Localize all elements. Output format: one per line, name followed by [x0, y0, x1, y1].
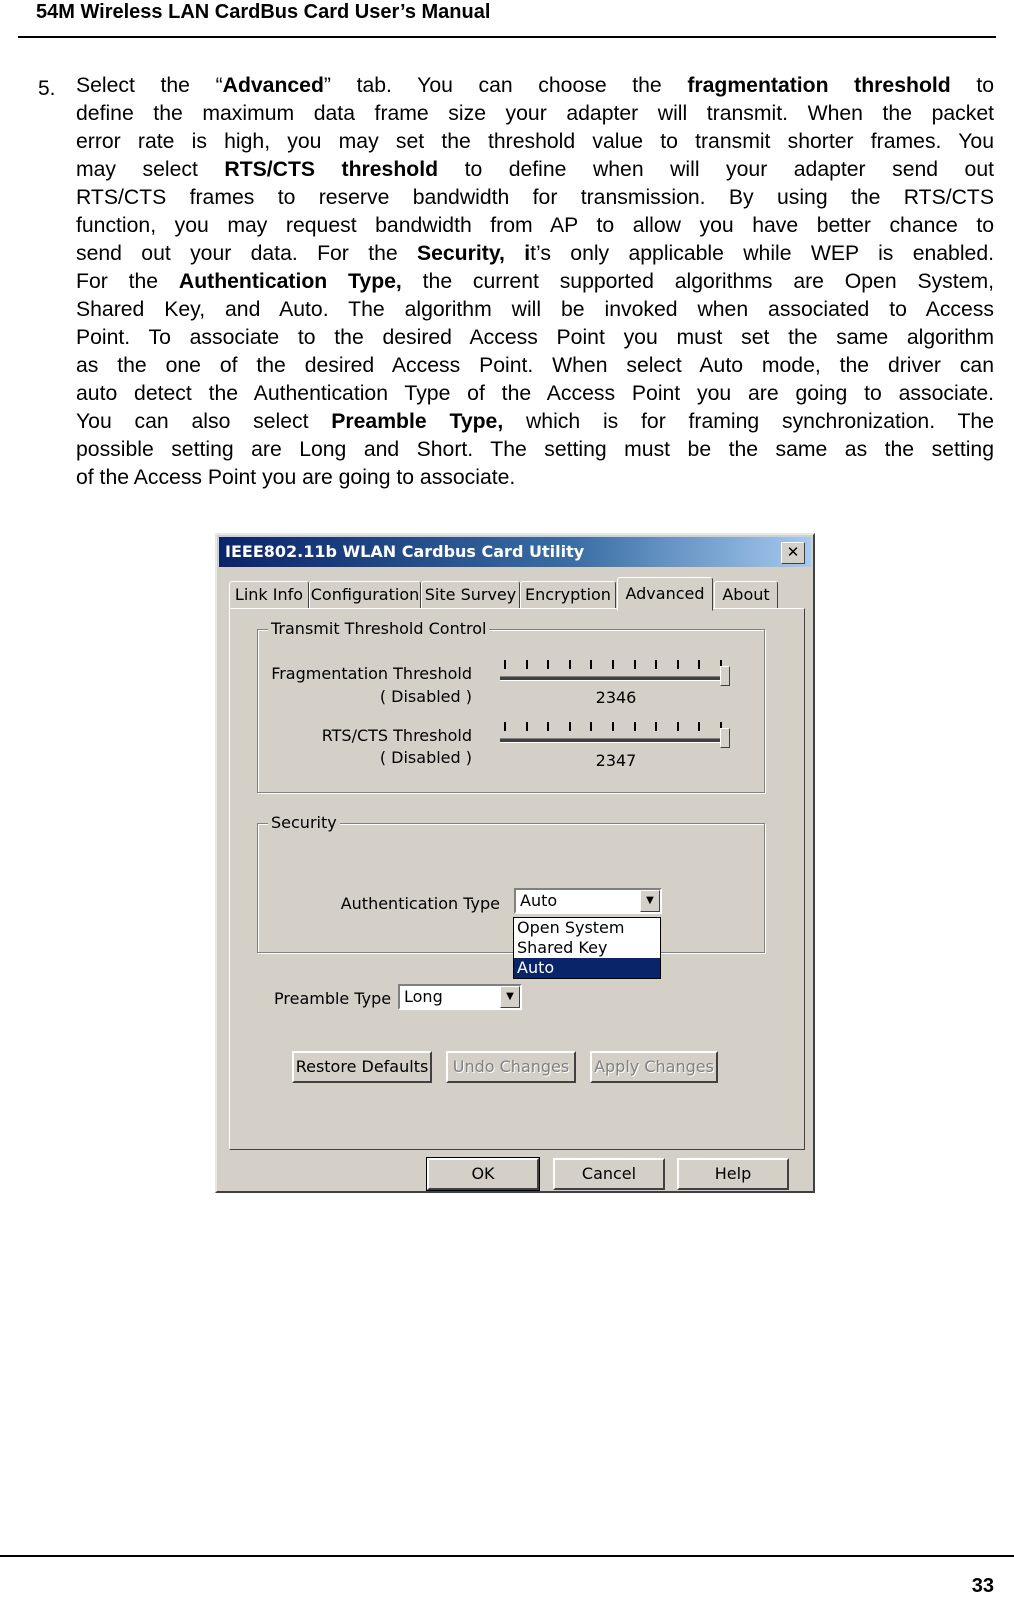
help-button[interactable]: Help: [677, 1158, 789, 1190]
text-run: which is for framing synchronization. The: [503, 410, 994, 433]
text-run: define the maximum data frame size your adapter will transmit. When the packet: [76, 102, 994, 125]
transmit-threshold-group: [257, 619, 765, 793]
restore-defaults-button[interactable]: Restore Defaults: [292, 1051, 432, 1083]
slider-tick: [677, 660, 679, 669]
frag-threshold-state: ( Disabled ): [379, 687, 472, 706]
slider-tick: [634, 722, 636, 731]
slider-tick: [547, 722, 549, 731]
slider-tick: [655, 722, 657, 731]
bold-term: Security, i: [416, 242, 531, 265]
page-number: 33: [971, 1575, 994, 1597]
paragraph-line: [76, 156, 994, 184]
chevron-down-icon[interactable]: ▼: [500, 986, 520, 1008]
paragraph-line: [76, 436, 994, 464]
close-icon[interactable]: ✕: [781, 542, 805, 564]
paragraph-line: [76, 240, 994, 268]
text-run: to: [950, 74, 995, 97]
utility-dialog: [215, 533, 815, 1193]
bold-term: fragmentation threshold: [687, 74, 951, 97]
auth-option-open-system[interactable]: Open System: [517, 918, 625, 937]
bold-term: RTS/CTS threshold: [224, 158, 439, 181]
paragraph-line: [76, 380, 994, 408]
slider-tick: [504, 660, 506, 669]
text-run: t’s only applicable while WEP is enabled.: [530, 242, 994, 265]
auth-option-shared-key[interactable]: Shared Key: [517, 938, 608, 957]
slider-tick: [526, 722, 528, 731]
preamble-type-value: Long: [404, 987, 443, 1006]
text-run: function, you may request bandwidth from AP to allow you have better chance to: [76, 214, 994, 237]
text-run: as the one of the desired Access Point. When select Auto mode, the driver can: [76, 354, 994, 377]
preamble-type-select[interactable]: [398, 984, 522, 1010]
auth-option-auto[interactable]: Auto: [514, 958, 660, 978]
tab-about[interactable]: About: [714, 581, 778, 609]
slider-tick: [526, 660, 528, 669]
slider-tick: [677, 722, 679, 731]
bold-term: Authentication Type,: [178, 270, 402, 293]
auth-type-label: Authentication Type: [340, 894, 500, 913]
text-run: possible setting are Long and Short. The setting must be the same as the setting: [76, 438, 994, 461]
paragraph-line: [76, 464, 994, 492]
tab-site-survey[interactable]: Site Survey: [421, 581, 520, 609]
slider-tick: [547, 660, 549, 669]
slider-tick: [698, 660, 700, 669]
text-run: may select: [76, 158, 225, 181]
chevron-down-icon[interactable]: ▼: [640, 890, 660, 912]
slider-tick: [504, 722, 506, 731]
security-legend: Security: [268, 813, 340, 832]
rts-threshold-label: RTS/CTS Threshold: [321, 726, 472, 745]
paragraph-line: [76, 184, 994, 212]
rts-threshold-state: ( Disabled ): [379, 748, 472, 767]
rts-threshold-slider[interactable]: [498, 722, 730, 748]
text-run: of the Access Point you are going to associate.: [76, 466, 516, 489]
paragraph-line: [76, 408, 994, 436]
page-header-title: 54M Wireless LAN CardBus Card User’s Manual: [36, 1, 491, 23]
text-run: You can also select: [76, 410, 332, 433]
text-run: send out your data. For the: [76, 242, 417, 265]
dialog-title: IEEE802.11b WLAN Cardbus Card Utility: [225, 542, 585, 561]
transmit-threshold-legend: Transmit Threshold Control: [268, 619, 489, 638]
bold-term: Preamble Type,: [331, 410, 504, 433]
paragraph-line: [76, 100, 994, 128]
slider-thumb[interactable]: [720, 728, 730, 748]
auth-type-dropdown-list: [513, 917, 661, 979]
text-run: ” tab. You can choose the: [323, 74, 688, 97]
slider-tick: [569, 722, 571, 731]
text-run: to define when will your adapter send out: [438, 158, 995, 181]
paragraph-line: [76, 72, 994, 100]
instruction-paragraph: [76, 72, 994, 492]
step-number: 5.: [38, 77, 56, 100]
tab-advanced[interactable]: Advanced: [617, 577, 713, 611]
cancel-button[interactable]: Cancel: [553, 1158, 665, 1190]
dialog-titlebar[interactable]: [219, 537, 811, 567]
footer-rule: [0, 1555, 1014, 1557]
preamble-type-label: Preamble Type: [274, 989, 392, 1008]
slider-tick: [634, 660, 636, 669]
apply-changes-button[interactable]: Apply Changes: [590, 1051, 718, 1083]
slider-tick: [698, 722, 700, 731]
frag-threshold-value: 2346: [595, 688, 637, 707]
slider-tick: [590, 722, 592, 731]
bold-term: Advanced: [222, 74, 324, 97]
paragraph-line: [76, 268, 994, 296]
paragraph-line: [76, 296, 994, 324]
text-run: error rate is high, you may set the threshold value to transmit shorter frames. You: [76, 130, 994, 153]
header-rule: [18, 36, 996, 38]
paragraph-line: [76, 352, 994, 380]
frag-threshold-slider[interactable]: [498, 660, 730, 686]
slider-thumb[interactable]: [720, 666, 730, 686]
text-run: the current supported algorithms are Open System,: [401, 270, 994, 293]
text-run: Point. To associate to the desired Access Point you must set the same algorithm: [76, 326, 994, 349]
undo-changes-button[interactable]: Undo Changes: [446, 1051, 576, 1083]
paragraph-line: [76, 212, 994, 240]
frag-threshold-label: Fragmentation Threshold: [271, 664, 472, 683]
slider-track: [500, 738, 726, 743]
auth-type-select[interactable]: [514, 888, 662, 914]
tab-link-info[interactable]: Link Info: [229, 581, 309, 609]
paragraph-line: [76, 128, 994, 156]
text-run: RTS/CTS frames to reserve bandwidth for transmission. By using the RTS/CTS: [76, 186, 994, 209]
slider-tick: [569, 660, 571, 669]
text-run: Shared Key, and Auto. The algorithm will be invoked when associated to Access: [76, 298, 994, 321]
slider-tick: [612, 660, 614, 669]
auth-type-value: Auto: [520, 891, 558, 910]
text-run: For the: [76, 270, 179, 293]
tab-encryption[interactable]: Encryption: [520, 581, 616, 609]
text-run: auto detect the Authentication Type of the Access Point you are going to associate.: [76, 382, 994, 405]
rts-threshold-value: 2347: [595, 751, 637, 770]
slider-track: [500, 676, 726, 681]
slider-tick: [590, 660, 592, 669]
advanced-panel: [229, 608, 805, 1150]
security-group: [257, 813, 765, 953]
paragraph-line: [76, 324, 994, 352]
slider-tick: [655, 660, 657, 669]
tab-configuration[interactable]: Configuration: [309, 581, 421, 609]
slider-tick: [612, 722, 614, 731]
ok-button[interactable]: OK: [427, 1158, 539, 1190]
text-run: Select the “: [76, 74, 223, 97]
